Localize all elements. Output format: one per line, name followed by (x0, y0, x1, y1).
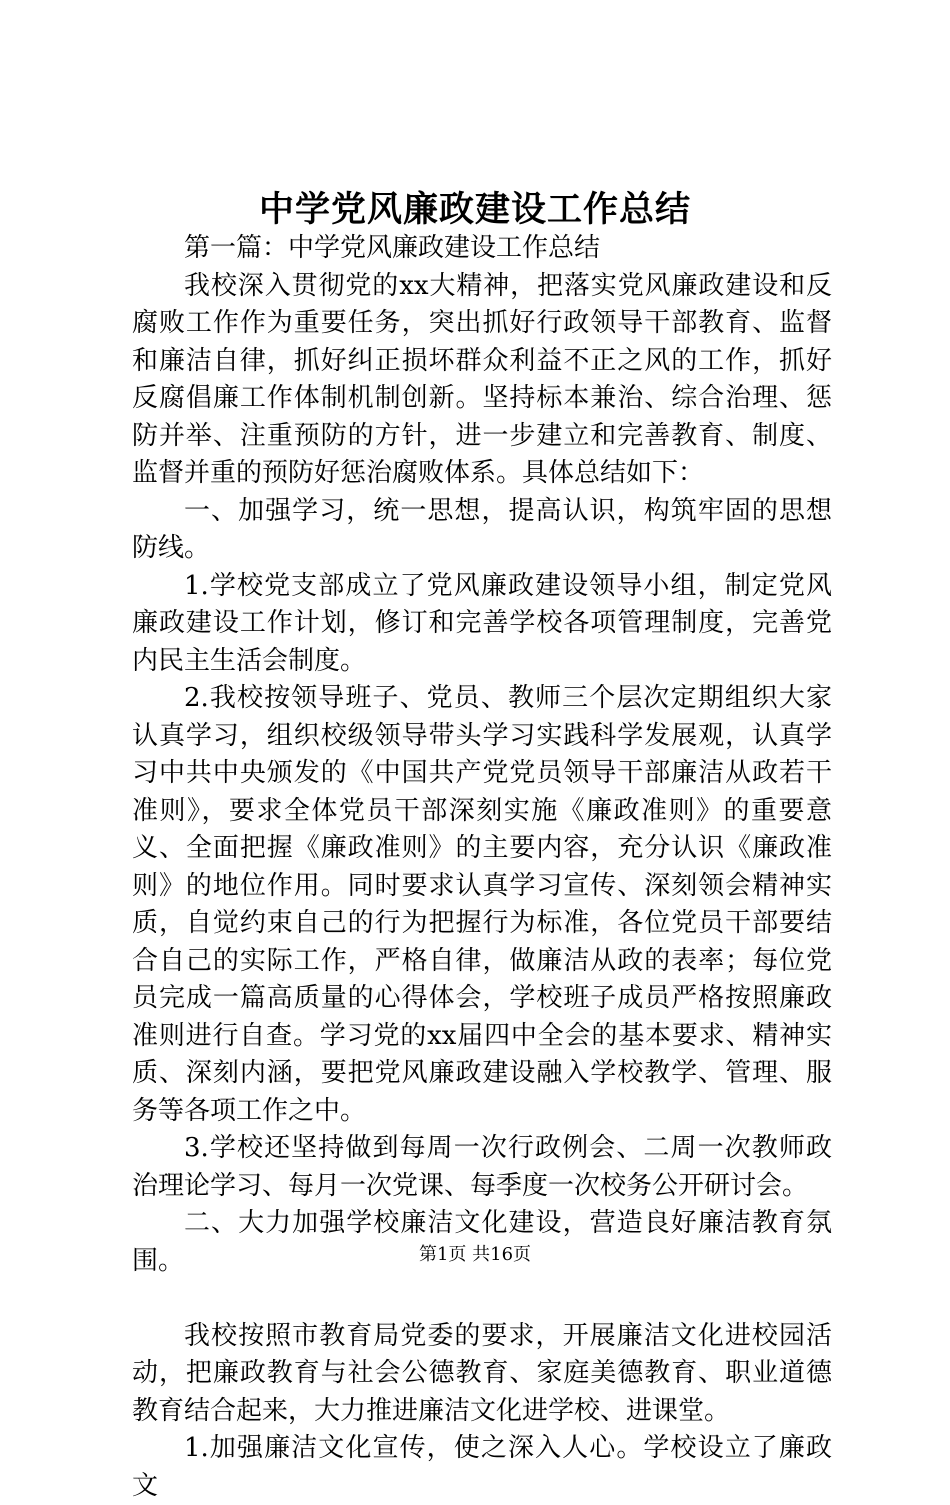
document-body (132, 230, 832, 1505)
body-paragraph: 2.我校按领导班子、党员、教师三个层次定期组织大家认真学习，组织校级领导带头学习实践科学发展观，认真学习中共中央颁发的《中国共产党党员领导干部廉洁从政若干准则》，要求全体党员干部深刻实施《廉政准则》的重要意义、全面把握《廉政准则》的主要内容，充分认识《廉政准则》的地位作用。同时要求认真学习宣传、深刻领会精神实质，自觉约束自己的行为把握行为标准，各位党员干部要结合自己的实际工作，严格自律，做廉洁从政的表率；每位党员完成一篇高质量的心得体会，学校班子成员严格按照廉政准则进行自查。学习党的xx届四中全会的基本要求、精神实质、深刻内涵，要把党风廉政建设融入学校教学、管理、服务等各项工作之中。 (132, 683, 832, 1126)
subsection-heading: 二、大力加强学校廉洁文化建设，营造良好廉洁教育氛围。 (132, 1208, 832, 1276)
subsection-heading: 一、加强学习，统一思想，提高认识，构筑牢固的思想防线。 (132, 495, 832, 563)
page-number: 第1页 共16页 (418, 1244, 532, 1265)
section-heading: 第一篇：中学党风廉政建设工作总结 (184, 233, 601, 263)
body-paragraph: 我校按照市教育局党委的要求，开展廉洁文化进校园活动，把廉政教育与社会公德教育、家庭美德教育、职业道德教育结合起来，大力推进廉洁文化进学校、进课堂。 (132, 1320, 832, 1426)
document-title: 中学党风廉政建设工作总结 (258, 189, 691, 230)
body-paragraph: 1.加强廉洁文化宣传，使之深入人心。学校设立了廉政文 (132, 1433, 832, 1501)
body-paragraph: 1.学校党支部成立了党风廉政建设领导小组，制定党风廉政建设工作计划，修订和完善学校各项管理制度，完善党内民主生活会制度。 (132, 570, 832, 676)
body-paragraph: 我校深入贯彻党的xx大精神，把落实党风廉政建设和反腐败工作作为重要任务，突出抓好行政领导干部教育、监督和廉洁自律，抓好纠正损坏群众利益不正之风的工作，抓好反腐倡廉工作体制机制创新。坚持标本兼治、综合治理、惩防并举、注重预防的方针，进一步建立和完善教育、制度、监督并重的预防好惩治腐败体系。具体总结如下： (132, 270, 832, 488)
body-paragraph: 3.学校还坚持做到每周一次行政例会、二周一次教师政治理论学习、每月一次党课、每季度一次校务公开研讨会。 (132, 1133, 832, 1201)
